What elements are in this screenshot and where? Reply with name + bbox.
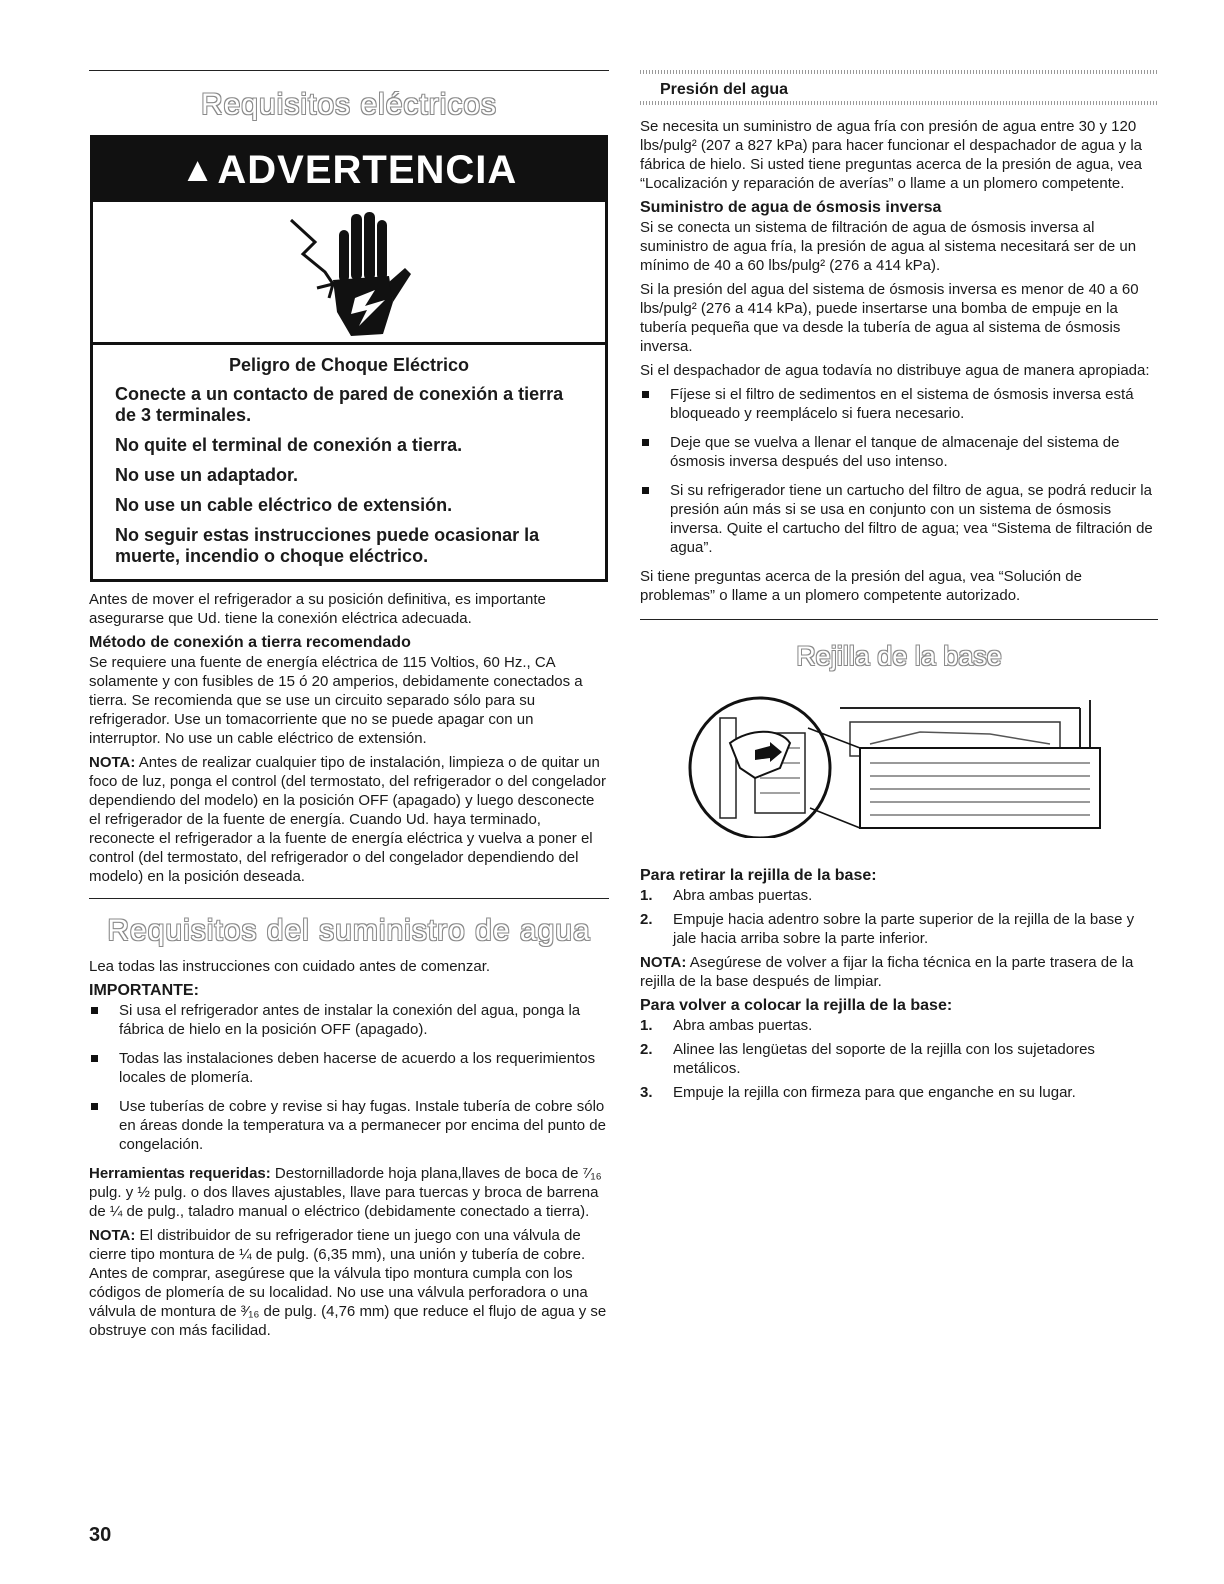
note-label: NOTA:	[640, 954, 687, 971]
list-item-text: Fíjese si el filtro de sedimentos en el sistema de ósmosis inversa está bloqueado y reemplácelo si fuera necesario.	[670, 386, 1134, 422]
water-pressure-text: Se necesita un suministro de agua fría con presión de agua entre 30 y 120 lbs/pulg² (207 a 827 kPa) para hacer funcionar el despachador de agua y la fábrica de hielo. Si usted tiene preguntas acerca de la presión de agua, vea “Localización y reparación de averías” o llame a un plomero competente.	[640, 118, 1143, 192]
warning-line: No use un adaptador.	[115, 465, 299, 485]
list-item-text: Deje que se vuelva a llenar el tanque de almacenaje del sistema de ósmosis inversa después del uso intenso.	[670, 434, 1120, 470]
grounding-method-text: Se requiere una fuente de energía eléctrica de 115 Voltios, 60 Hz., CA solamente y con fusibles de 15 ó 20 amperios, debidamente conectados a tierra. Se recomienda que se use un circuito separado sólo para su refrigerador. Use un tomacorriente que no se puede apagar con un interruptor. No use un cable eléctrico de extensión.	[89, 654, 583, 747]
list-item	[640, 1083, 1158, 1102]
note-text: El distribuidor de su refrigerador tiene un juego con una válvula de cierre tipo montura de ¼ de pulg. (6,35 mm), una unión y tubería de cobre. Antes de comprar, asegúrese que la válvula tipo montura cumpla con los códigos de plomería de su localidad. No use una válvula perforadora o una válvula de montura de ³⁄₁₆ de pulg. (4,76 mm) que reduce el flujo de agua y se obstruye con más facilidad.	[89, 1227, 607, 1339]
right-column	[640, 70, 1158, 1107]
warning-line: No use un cable eléctrico de extensión.	[115, 495, 453, 515]
electrical-intro: Antes de mover el refrigerador a su posición definitiva, es importante asegurarse que Ud. tiene la conexión eléctrica adecuada.	[89, 591, 546, 627]
water-pressure-heading: Presión del agua	[660, 81, 789, 98]
list-item	[640, 910, 1158, 948]
list-item-text: Empuje la rejilla con firmeza para que enganche en su lugar.	[673, 1084, 1076, 1101]
list-item	[640, 1040, 1158, 1078]
remove-grille-heading: Para retirar la rejilla de la base:	[640, 867, 877, 884]
electric-shock-hand-icon	[93, 202, 605, 345]
grille-note	[640, 953, 1158, 991]
valve-note	[89, 1226, 609, 1340]
list-item-text: Use tuberías de cobre y revise si hay fugas. Instale tubería de cobre sólo en áreas donde la temperatura va a permanecer por encima del punto de congelación.	[119, 1098, 606, 1153]
electrical-note	[89, 753, 609, 886]
grounding-method-heading: Método de conexión a tierra recomendado	[89, 634, 411, 651]
reverse-osmosis-paragraph: Si la presión del agua del sistema de ósmosis inversa es menor de 40 a 60 lbs/pulg² (276 a 414 kPa), puede insertarse una bomba de empuje en la tubería pequeña que va desde la tubería de agua al sistema de ósmosis inversa.	[640, 281, 1139, 355]
warning-subtitle: Peligro de Choque Eléctrico	[228, 355, 470, 375]
tools-label: Herramientas requeridas:	[89, 1165, 271, 1182]
list-item-text: Empuje hacia adentro sobre la parte superior de la rejilla de la base y jale hacia arriba sobre la parte inferior.	[673, 911, 1135, 947]
list-item	[640, 886, 1158, 905]
bullet-square-icon	[642, 439, 649, 446]
note-label: NOTA:	[89, 1227, 136, 1244]
list-item	[640, 385, 1158, 423]
list-item-text: Si usa el refrigerador antes de instalar la conexión del agua, ponga la fábrica de hielo en la posición OFF (apagado).	[119, 1002, 581, 1038]
reverse-osmosis-closing: Si tiene preguntas acerca de la presión del agua, vea “Solución de problemas” o llame a un plomero competente autorizado.	[640, 568, 1082, 604]
bullet-square-icon	[642, 487, 649, 494]
list-item	[89, 1001, 609, 1039]
list-item-text: Abra ambas puertas.	[673, 1017, 813, 1034]
warning-header	[93, 138, 605, 202]
list-item	[640, 433, 1158, 471]
warning-line: No quite el terminal de conexión a tierra.	[115, 435, 463, 455]
reverse-osmosis-heading: Suministro de agua de ósmosis inversa	[640, 199, 942, 216]
section-title-base-grille: Rejilla de la base	[796, 641, 1002, 671]
dotted-divider	[640, 101, 1158, 105]
important-label: IMPORTANTE:	[89, 982, 199, 999]
bullet-square-icon	[91, 1055, 98, 1062]
list-item-text: Abra ambas puertas.	[673, 887, 813, 904]
list-item-text: Todas las instalaciones deben hacerse de acuerdo a los requerimientos locales de plomería.	[119, 1050, 596, 1086]
reverse-osmosis-paragraph: Si se conecta un sistema de filtración de agua de ósmosis inversa al suministro de agua fría, la presión de agua al sistema necesitará ser de un mínimo de 40 a 60 lbs/pulg² (276 a 414 kPa).	[640, 219, 1137, 274]
list-item-text: Si su refrigerador tiene un cartucho del filtro de agua, se podrá reducir la presión aún más si se usa en conjunto con un sistema de ósmosis inversa. Quite el cartucho del filtro de agua; vea “Sistema de filtración de agua”.	[670, 482, 1153, 556]
bullet-square-icon	[642, 391, 649, 398]
list-item	[89, 1049, 609, 1087]
bullet-square-icon	[91, 1103, 98, 1110]
reverse-osmosis-paragraph: Si el despachador de agua todavía no distribuye agua de manera apropiada:	[640, 362, 1150, 379]
note-label: NOTA:	[89, 754, 136, 771]
required-tools	[89, 1164, 609, 1221]
section-rule	[640, 619, 1158, 620]
left-column	[89, 70, 609, 1345]
note-text: Asegúrese de volver a fijar la ficha técnica en la parte trasera de la rejilla de la base después de limpiar.	[640, 954, 1134, 990]
section-rule	[89, 898, 609, 899]
base-grille-illustration	[660, 688, 1140, 838]
warning-line: No seguir estas instrucciones puede ocasionar la muerte, incendio o choque eléctrico.	[115, 525, 540, 566]
list-item	[89, 1097, 609, 1154]
water-intro: Lea todas las instrucciones con cuidado antes de comenzar.	[89, 958, 491, 975]
list-item	[640, 481, 1158, 557]
warning-line: Conecte a un contacto de pared de conexión a tierra de 3 terminales.	[115, 384, 564, 425]
step-number: 1.	[640, 1017, 653, 1034]
warning-triangle-icon: ▲	[180, 151, 216, 189]
note-text: Antes de realizar cualquier tipo de instalación, limpieza o de quitar un foco de luz, ponga el control (del termostato, del refrigerador o del congelador dependiendo del modelo) en la posición OFF (apagado) y luego desconecte el refrigerador de la fuente de energía. Cuando Ud. haya terminado, reconecte el refrigerador a la fuente de energía eléctrica y vuelva a poner el control (del termostato, del refrigerador o del congelador dependiendo del modelo) en la posición deseada.	[89, 754, 606, 885]
tools-text: Destornilladorde hoja plana,llaves de boca de ⁷⁄₁₆ pulg. y ½ pulg. o dos llaves ajustables, llave para tuercas y broca de barrena de ¼ de pulg., taladro manual o eléctrico (debidamente conectado a tierra).	[89, 1165, 602, 1220]
step-number: 3.	[640, 1084, 653, 1101]
warning-box	[90, 135, 608, 582]
bullet-square-icon	[91, 1007, 98, 1014]
warning-text	[93, 345, 605, 579]
step-number: 1.	[640, 887, 653, 904]
step-number: 2.	[640, 911, 653, 928]
section-title-electrical: Requisitos eléctricos	[200, 88, 498, 121]
page-number: 30	[89, 1524, 112, 1546]
list-item-text: Alinee las lengüetas del soporte de la rejilla con los sujetadores metálicos.	[673, 1041, 1095, 1077]
step-number: 2.	[640, 1041, 653, 1058]
warning-header-text: ADVERTENCIA	[217, 148, 518, 192]
replace-grille-heading: Para volver a colocar la rejilla de la base:	[640, 997, 953, 1014]
dotted-divider	[640, 70, 1158, 74]
section-rule	[89, 70, 609, 71]
list-item	[640, 1016, 1158, 1035]
section-title-water-supply: Requisitos del suministro de agua	[107, 914, 591, 947]
